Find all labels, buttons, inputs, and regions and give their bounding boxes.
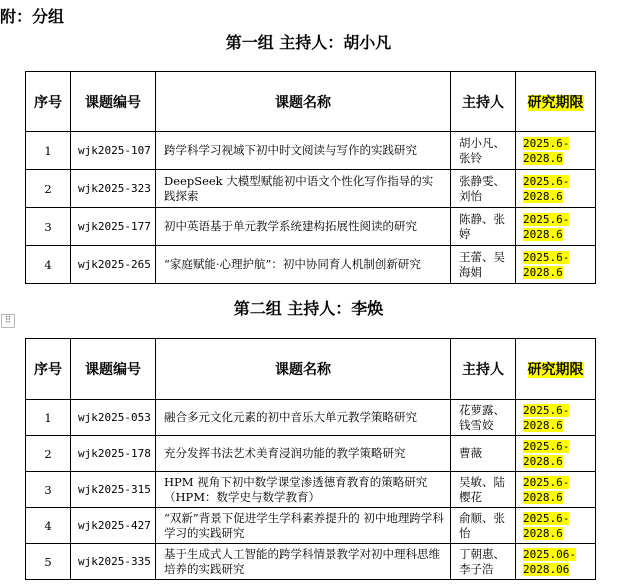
row-dates: 2025.6-2028.6	[516, 170, 596, 208]
row-seq: 2	[26, 436, 71, 472]
table-move-handle-icon[interactable]: ⠿	[1, 314, 15, 328]
row-title: DeepSeek 大模型赋能初中语文个性化写作指导的实践探索	[156, 170, 451, 208]
row-code: wjk2025-427	[71, 508, 156, 544]
row-title: 跨学科学习视域下初中时文阅读与写作的实践研究	[156, 132, 451, 170]
row-host: 胡小凡、张铃	[451, 132, 516, 170]
row-host: 俞顺、张怡	[451, 508, 516, 544]
row-seq: 1	[26, 132, 71, 170]
row-dates: 2025.6-2028.6	[516, 436, 596, 472]
row-host: 丁朝惠、李子浩	[451, 544, 516, 580]
table-header-row	[26, 339, 596, 400]
header-code: 课题编号	[71, 339, 156, 400]
row-seq: 3	[26, 208, 71, 246]
header-host: 主持人	[451, 72, 516, 132]
row-dates: 2025.6-2028.6	[516, 208, 596, 246]
group-1-title: 第一组 主持人：胡小凡	[225, 33, 392, 52]
table-row	[26, 544, 596, 580]
row-dates: 2025.6-2028.6	[516, 472, 596, 508]
group-1-table	[25, 71, 596, 284]
row-host: 花萝露、钱雪姣	[451, 400, 516, 436]
table-row	[26, 246, 596, 284]
row-seq: 4	[26, 508, 71, 544]
row-host: 王蕾、吴海娟	[451, 246, 516, 284]
table-row	[26, 436, 596, 472]
header-code: 课题编号	[71, 72, 156, 132]
table-row	[26, 400, 596, 436]
row-seq: 3	[26, 472, 71, 508]
row-seq: 2	[26, 170, 71, 208]
row-title: 融合多元文化元素的初中音乐大单元教学策略研究	[156, 400, 451, 436]
header-seq: 序号	[26, 339, 71, 400]
group-2-table	[25, 338, 596, 580]
row-host: 曹薇	[451, 436, 516, 472]
row-code: wjk2025-177	[71, 208, 156, 246]
header-dates: 研究期限	[516, 339, 596, 400]
header-title: 课题名称	[156, 339, 451, 400]
row-title: HPM 视角下初中数学课堂渗透德育教育的策略研究 （HPM：数学史与数学教育）	[156, 472, 451, 508]
row-code: wjk2025-178	[71, 436, 156, 472]
row-code: wjk2025-053	[71, 400, 156, 436]
row-title: 初中英语基于单元教学系统建构拓展性阅读的研究	[156, 208, 451, 246]
table-row	[26, 170, 596, 208]
row-title: 充分发挥书法艺术美育浸润功能的教学策略研究	[156, 436, 451, 472]
row-host: 吴敏、陆樱花	[451, 472, 516, 508]
row-dates: 2025.6-2028.6	[516, 246, 596, 284]
header-title: 课题名称	[156, 72, 451, 132]
row-title: “家庭赋能·心理护航”：初中协同育人机制创新研究	[156, 246, 451, 284]
row-dates: 2025.06-2028.06	[516, 544, 596, 580]
row-host: 陈静、张婷	[451, 208, 516, 246]
header-host: 主持人	[451, 339, 516, 400]
row-title: 基于生成式人工智能的跨学科情景教学对初中理科思维培养的实践研究	[156, 544, 451, 580]
row-seq: 4	[26, 246, 71, 284]
table-row	[26, 208, 596, 246]
table-row	[26, 472, 596, 508]
table-header-row	[26, 72, 596, 132]
table-row	[26, 508, 596, 544]
header-dates: 研究期限	[516, 72, 596, 132]
header-seq: 序号	[26, 72, 71, 132]
page-heading: 附：分组	[0, 7, 65, 26]
row-seq: 1	[26, 400, 71, 436]
row-code: wjk2025-335	[71, 544, 156, 580]
group-2-title: 第二组 主持人：李焕	[233, 299, 384, 318]
row-host: 张静雯、刘怡	[451, 170, 516, 208]
row-code: wjk2025-107	[71, 132, 156, 170]
row-code: wjk2025-315	[71, 472, 156, 508]
row-dates: 2025.6-2028.6	[516, 508, 596, 544]
row-code: wjk2025-265	[71, 246, 156, 284]
row-dates: 2025.6-2028.6	[516, 400, 596, 436]
row-title: “双新”背景下促进学生学科素养提升的 初中地理跨学科学习的实践研究	[156, 508, 451, 544]
table-row	[26, 132, 596, 170]
row-seq: 5	[26, 544, 71, 580]
row-dates: 2025.6-2028.6	[516, 132, 596, 170]
row-code: wjk2025-323	[71, 170, 156, 208]
